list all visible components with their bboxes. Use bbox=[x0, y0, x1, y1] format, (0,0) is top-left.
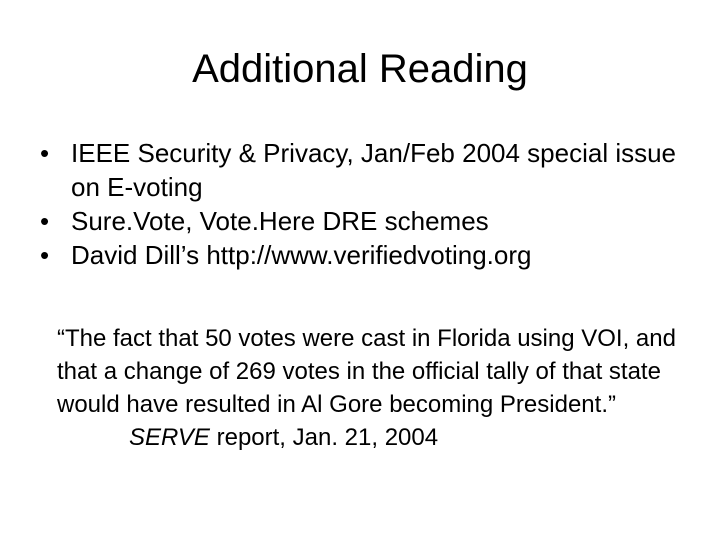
bullet-text: David Dill’s http://www.verifiedvoting.org bbox=[71, 240, 532, 270]
quote-source-report-name: SERVE bbox=[129, 424, 210, 451]
bullet-item-dill bbox=[40, 238, 700, 272]
bullet-marker: • bbox=[40, 240, 50, 270]
slide-title: Additional Reading bbox=[192, 47, 528, 91]
quote-text: “The fact that 50 votes were cast in Florida using VOI, and that a change of 269 votes in the official tally of that state would have resulted in Al Gore becoming President.” bbox=[57, 325, 676, 418]
bullet-text: Sure.Vote, Vote.Here DRE schemes bbox=[71, 206, 489, 236]
quote-block bbox=[57, 322, 707, 454]
bullet-text: IEEE Security & Privacy, Jan/Feb 2004 special issue on E-voting bbox=[71, 138, 677, 202]
bullet-list bbox=[40, 136, 700, 272]
quote-source-detail: report, Jan. 21, 2004 bbox=[209, 424, 439, 451]
bullet-marker: • bbox=[40, 138, 50, 168]
bullet-marker: • bbox=[40, 206, 50, 236]
quote-source bbox=[57, 421, 707, 454]
bullet-item-surevote bbox=[40, 204, 700, 238]
bullet-item-ieee bbox=[40, 136, 700, 204]
